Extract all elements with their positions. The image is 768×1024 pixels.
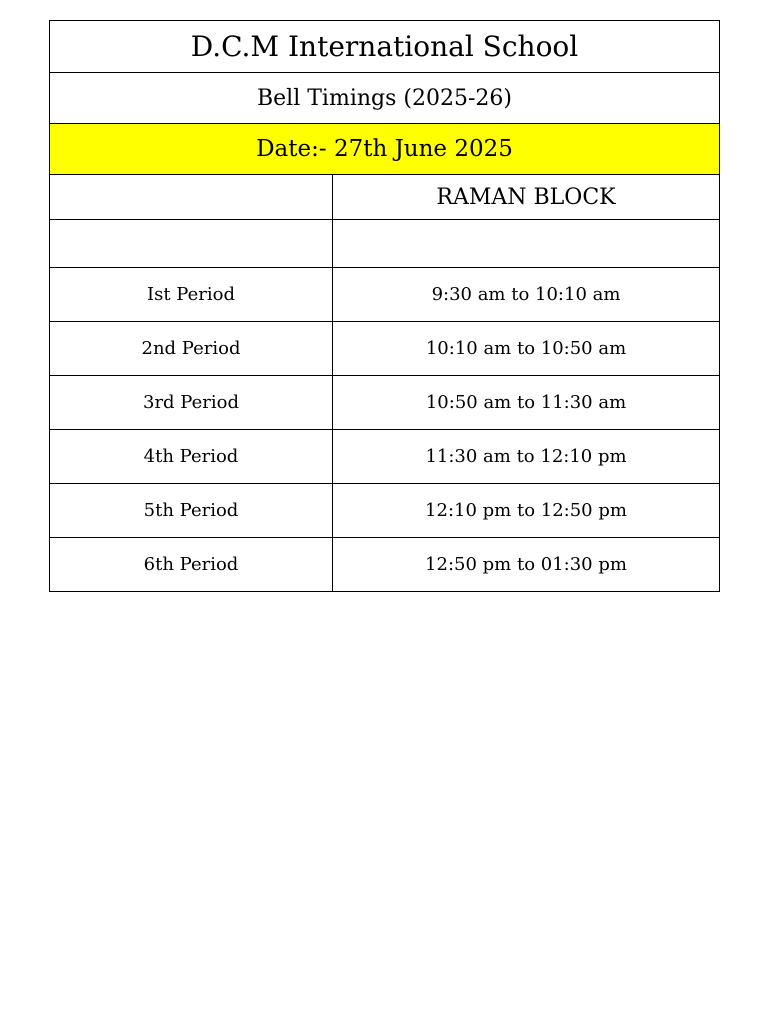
table-row (50, 430, 720, 484)
subtitle-row (50, 73, 720, 124)
period-name-cell: 4th Period (50, 430, 333, 484)
subtitle-cell: Bell Timings (2025-26) (50, 73, 720, 124)
table-row (50, 538, 720, 592)
blank-row (50, 220, 720, 268)
period-timing-cell: 9:30 am to 10:10 am (333, 268, 720, 322)
bell-timings-table (49, 20, 720, 592)
date-row (50, 124, 720, 175)
school-name-cell: D.C.M International School (50, 21, 720, 73)
period-name-cell: 5th Period (50, 484, 333, 538)
period-name-cell: 3rd Period (50, 376, 333, 430)
block-name-cell: RAMAN BLOCK (333, 175, 720, 220)
date-cell: Date:- 27th June 2025 (50, 124, 720, 175)
school-title-row (50, 21, 720, 73)
period-timing-cell: 12:10 pm to 12:50 pm (333, 484, 720, 538)
blank-cell-left (50, 220, 333, 268)
period-timing-cell: 10:50 am to 11:30 am (333, 376, 720, 430)
period-timing-cell: 10:10 am to 10:50 am (333, 322, 720, 376)
table-row (50, 322, 720, 376)
period-name-cell: 6th Period (50, 538, 333, 592)
period-name-cell: Ist Period (50, 268, 333, 322)
block-header-empty-cell (50, 175, 333, 220)
blank-cell-right (333, 220, 720, 268)
table-row (50, 268, 720, 322)
period-timing-cell: 12:50 pm to 01:30 pm (333, 538, 720, 592)
period-name-cell: 2nd Period (50, 322, 333, 376)
block-header-row (50, 175, 720, 220)
table-row (50, 484, 720, 538)
period-timing-cell: 11:30 am to 12:10 pm (333, 430, 720, 484)
table-row (50, 376, 720, 430)
